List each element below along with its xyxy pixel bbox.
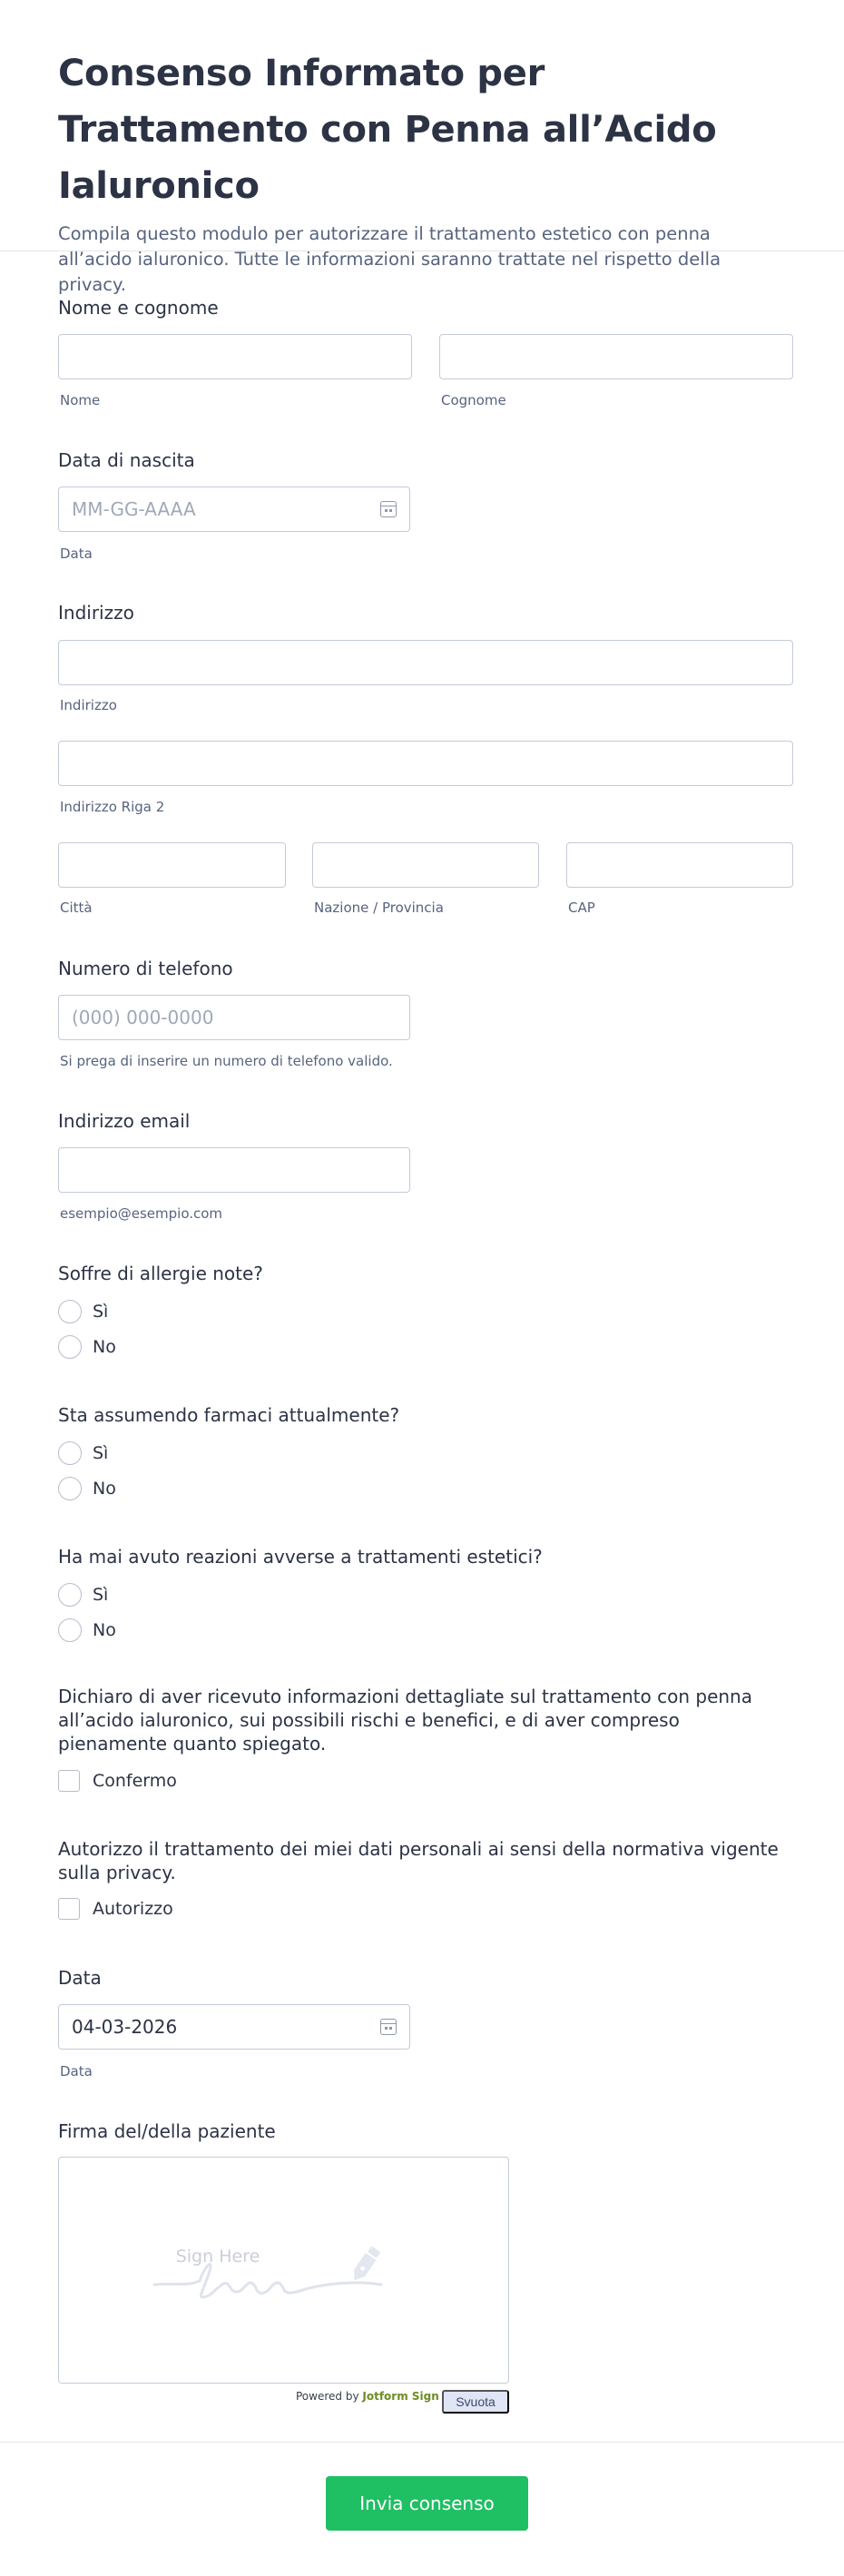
last-name-input[interactable] <box>439 334 793 379</box>
birth-label: Data di nascita <box>58 449 195 471</box>
reactions-yes-radio[interactable] <box>58 1583 82 1607</box>
signature-pad[interactable] <box>58 2157 509 2384</box>
date-label: Data <box>58 1967 102 1989</box>
consent-info-label: Dichiaro di aver ricevuto informazioni dettagliate sul trattamento con penna all’acido ialuronico, sui possibili rischi e benefici, e di aver compreso pienamente quanto spiegato. <box>58 1686 752 1755</box>
reactions-no-text: No <box>93 1620 116 1640</box>
drugs-label: Sta assumendo farmaci attualmente? <box>58 1404 400 1426</box>
allergies-no-option[interactable] <box>58 1335 116 1359</box>
drugs-yes-option[interactable] <box>58 1441 108 1465</box>
drugs-no-radio[interactable] <box>58 1477 82 1500</box>
submit-button[interactable]: Invia consenso <box>326 2476 528 2531</box>
calendar-icon[interactable] <box>380 501 397 517</box>
birth-date-placeholder: MM-GG-AAAA <box>72 498 196 520</box>
reactions-yes-text: Sì <box>93 1585 109 1605</box>
first-name-input[interactable] <box>58 334 412 379</box>
consent-info-text: Confermo <box>93 1771 177 1791</box>
drugs-no-option[interactable] <box>58 1477 116 1500</box>
state-sublabel: Nazione / Provincia <box>314 900 444 916</box>
drugs-yes-text: Sì <box>93 1443 109 1463</box>
email-input[interactable] <box>58 1147 410 1193</box>
allergies-yes-text: Sì <box>93 1302 109 1322</box>
zip-input[interactable] <box>566 842 793 888</box>
birth-date-input[interactable] <box>58 487 410 532</box>
signature-label: Firma del/della paziente <box>58 2120 276 2142</box>
powered-brand: Jotform Sign <box>362 2390 439 2403</box>
allergies-label: Soffre di allergie note? <box>58 1263 263 1284</box>
signature-hint-graphic <box>59 2158 510 2384</box>
drugs-no-text: No <box>93 1479 116 1499</box>
address-line2-sublabel: Indirizzo Riga 2 <box>60 799 165 815</box>
consent-privacy-label: Autorizzo il trattamento dei miei dati personali ai sensi della normativa vigente sulla privacy. <box>58 1838 779 1883</box>
date-input[interactable] <box>58 2004 410 2050</box>
city-sublabel: Città <box>60 900 93 916</box>
address-line1-sublabel: Indirizzo <box>60 697 117 713</box>
allergies-no-text: No <box>93 1337 116 1357</box>
clear-signature-button[interactable]: Svuota <box>442 2390 509 2414</box>
email-label: Indirizzo email <box>58 1110 191 1132</box>
calendar-icon[interactable] <box>380 2019 397 2035</box>
last-name-sublabel: Cognome <box>441 392 506 408</box>
date-sublabel: Data <box>60 2063 93 2079</box>
signature-hint: Sign Here <box>175 2247 260 2266</box>
footer-divider <box>0 2442 844 2443</box>
first-name-sublabel: Nome <box>60 392 101 408</box>
consent-privacy-checkbox[interactable] <box>58 1898 80 1920</box>
phone-placeholder: (000) 000-0000 <box>72 1007 214 1028</box>
city-input[interactable] <box>58 842 286 888</box>
reactions-label: Ha mai avuto reazioni avverse a trattamenti estetici? <box>58 1546 543 1568</box>
state-input[interactable] <box>312 842 539 888</box>
form-title: Consenso Informato per Trattamento con Penna all’Acido Ialuronico <box>58 53 717 207</box>
reactions-yes-option[interactable] <box>58 1583 108 1607</box>
allergies-no-radio[interactable] <box>58 1335 82 1359</box>
reactions-no-option[interactable] <box>58 1618 116 1642</box>
powered-prefix: Powered by <box>296 2390 359 2403</box>
date-value: 04-03-2026 <box>72 2016 178 2038</box>
email-sublabel: esempio@esempio.com <box>60 1205 223 1222</box>
consent-privacy-option[interactable] <box>58 1898 173 1920</box>
birth-date-sublabel: Data <box>60 546 93 562</box>
name-label: Nome e cognome <box>58 297 219 319</box>
address-line2-input[interactable] <box>58 741 793 786</box>
reactions-no-radio[interactable] <box>58 1618 82 1642</box>
consent-privacy-text: Autorizzo <box>93 1899 173 1919</box>
allergies-yes-option[interactable] <box>58 1300 108 1323</box>
powered-by <box>296 2390 439 2403</box>
consent-info-checkbox[interactable] <box>58 1770 80 1792</box>
consent-info-option[interactable] <box>58 1770 177 1792</box>
address-label: Indirizzo <box>58 602 134 624</box>
allergies-yes-radio[interactable] <box>58 1300 82 1323</box>
phone-input[interactable] <box>58 995 410 1040</box>
address-line1-input[interactable] <box>58 640 793 685</box>
phone-sublabel: Si prega di inserire un numero di telefono valido. <box>60 1053 393 1069</box>
form-header <box>0 0 844 295</box>
form-subtitle: Compila questo modulo per autorizzare il trattamento estetico con penna all’acido ialuronico. Tutte le informazioni saranno trattate nel rispetto della privacy. <box>58 223 721 295</box>
phone-label: Numero di telefono <box>58 958 233 979</box>
drugs-yes-radio[interactable] <box>58 1441 82 1465</box>
zip-sublabel: CAP <box>568 900 595 916</box>
